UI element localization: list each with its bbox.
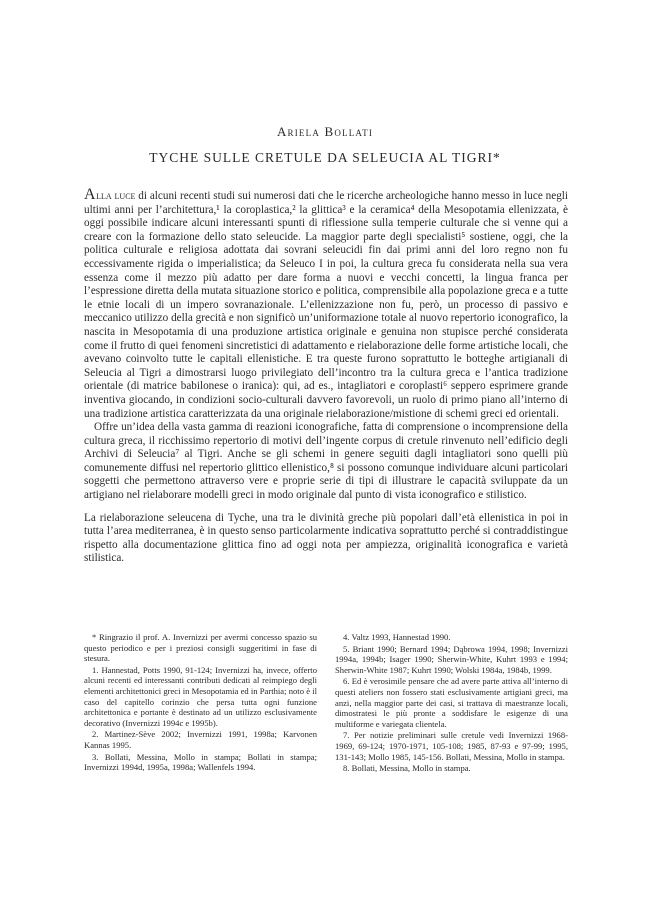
article-body <box>84 188 568 566</box>
drop-cap: A <box>84 186 97 203</box>
paragraph-2: Offre un’idea della vasta gamma di reazioni iconografiche, fatta di comprensione o incomprensione della cultura greca, il ricchissimo repertorio di motivi dell’ingente corpus di cretule rinvenuto nell’edificio degli Archivi di Seleucia⁷ al Tigri. Anche se gli schemi in genere seguiti dagli intagliatori sono quelli più comunemente diffusi nel repertorio glittico ellenistico,⁸ si possono comunque individuare alcuni particolari soggetti che permettono attraverso vere e proprie serie di tipi di illustrare le capacità sviluppate da un artigiano nel rielaborare modelli greci in modo originale dal punto di vista iconografico e stilistico. <box>84 421 568 502</box>
footnote: 5. Briant 1990; Bernard 1994; Dąbrowa 1994, 1998; Invernizzi 1994a, 1994b; Isager 1990; Sherwin-White, Kuhrt 1993 e 1994; Sherwin-White 1987; Kuhrt 1990; Wolski 1984a, 1984b, 1999. <box>335 643 568 675</box>
article-title: TYCHE SULLE CRETULE DA SELEUCIA AL TIGRI* <box>149 150 501 165</box>
footnote: 8. Bollati, Messina, Mollo in stampa. <box>343 763 471 774</box>
author-name: Ariela Bollati <box>276 124 374 139</box>
footnotes-right-column <box>335 632 568 775</box>
footnote: * Ringrazio il prof. A. Invernizzi per avermi concesso spazio su questo periodico e per i preziosi consigli suggeritimi in fase di stesura. <box>84 632 317 664</box>
paragraph-3: La rielaborazione seleucena di Tyche, una tra le divinità greche più popolari dall’età ellenistica in poi in tutta l’area mediterranea, è in questo senso particolarmente indicativa soprattutto perché si contraddistingue rispetto alla documentazione glittica fino ad oggi nota per ampiezza, originalità iconografica e varietà stilistica. <box>84 511 568 565</box>
paragraph-1-text: di alcuni recenti studi sui numerosi dati che le ricerche archeologiche hanno messo in luce negli ultimi anni per l’architettura,¹ la coroplastica,² la glittica³ e la ceramica⁴ della Mesopotamia ellenizzata, è oggi possibile indicare alcuni interessanti spunti di riflessione sulla temperie culturale che si venne qui a creare con la formazione dello stato seleucide. La maggior parte degli specialisti⁵ sostiene, oggi, che la politica culturale e religiosa adottata dai sovrani seleucidi fin dai primi anni del loro regno non fu eccessivamente rigida o imperialistica; da Seleuco I in poi, la cultura greca fu considerata nella sua vera essenza come il mezzo più adatto per dare forma a nuovi e vecchi concetti, la lingua franca per l’espressione diretta della mutata situazione storico e politica, comprensibile alla popolazione greca e a tutte le etnie locali di un impero sovranazionale. L’ellenizzazione non fu, però, un processo di passivo e meccanico utilizzo della grecità e non significò un’uniformazione totale al nuovo repertorio iconografico, la nascita in Mesopotamia di una produzione artistica originale e genuina non stupisce perché considerata come il frutto di quei fenomeni sincretistici di adattamento e rielaborazione delle forme artistiche locali, che avevano coinvolto tutte le capitali ellenistiche. E tra queste furono soprattutto le botteghe artigianali di Seleucia al Tigri a dimostrarsi luogo privilegiato dell’incontro tra la cultura greca e l’antica tradizione orientale (di matrice babilonese o iranica): qui, ad es., intagliatori e coroplasti⁶ seppero esprimere grande inventiva giocando, in condizioni socio-culturali davvero favorevoli, un ruolo di primo piano all’interno di una tradizione artistica caratterizzata da una originale rielaborazione/mistione di schemi greci ed orientali. <box>84 190 569 420</box>
footnote: 4. Valtz 1993, Hannestad 1990. <box>343 632 451 642</box>
footnote: 3. Bollati, Messina, Mollo in stampa; Bollati in stampa; Invernizzi 1994d, 1995a, 1998a; Wallenfels 1994. <box>84 751 317 773</box>
footnotes <box>84 632 568 775</box>
footnote: 7. Per notizie preliminari sulle cretule vedi Invernizzi 1968-1969, 69-124; 1970-1971, 105-108; 1985, 87-93 e 97-99; 1995, 131-143; Mollo 1985, 145-156. Bollati, Messina, Mollo in stampa. <box>335 730 568 762</box>
paragraph-1 <box>84 188 568 421</box>
footnote: 1. Hannestad, Potts 1990, 91-124; Invernizzi ha, invece, offerto alcuni recenti ed interessanti contributi dedicati al reimpiego degli elementi architettonici greci in Mesopotamia ed in Parthia; noto è il caso del capitello corinzio che persa tutta ogni funzione architettonica e portante è destinato ad un utilizzo esclusivamente decorativo (Invernizzi 1994c e 1995b). <box>84 664 317 728</box>
footnote: 2. Martinez-Sève 2002; Invernizzi 1991, 1998a; Karvonen Kannas 1995. <box>84 729 317 750</box>
footnote: 6. Ed è verosimile pensare che ad avere parte attiva all’interno di questi ateliers non fossero stati esclusivamente artigiani greci, ma anzi, nella maggior parte dei casi, si trattava di maestranze locali, dimostratesi le più pronte a soddisfare le esigenze di una multiforme e variegata clientela. <box>335 676 568 729</box>
lead-in: lla luce <box>96 190 136 202</box>
footnotes-left-column <box>84 632 317 775</box>
